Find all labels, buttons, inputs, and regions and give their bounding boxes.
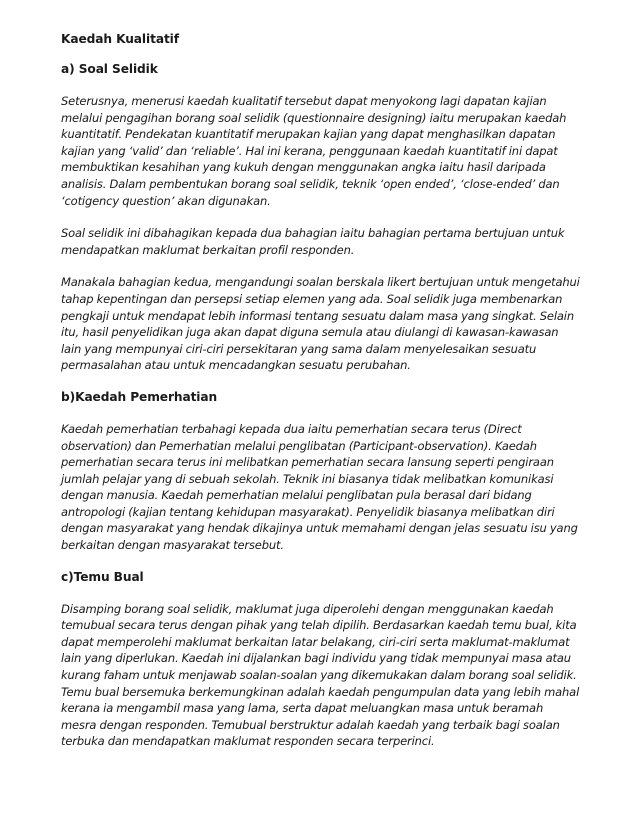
- paragraph: Seterusnya, menerusi kaedah kualitatif tersebut dapat menyokong lagi dapatan kajian melalui pengagihan borang soal selidik (questionnaire designing) iaitu merupakan kaedah kuantitatif. Pendekatan kuantitatif merupakan kajian yang dapat menghasilkan dapatan kajian yang ‘valid’ dan ‘reliable’. Hal ini kerana, penggunaan kaedah kuantitatif ini dapat membuktikan kesahihan yang kukuh dengan menggunakan angka iaitu hasil daripada analisis. Dalam pembentukan borang soal selidik, teknik ‘open ended’, ‘close-ended’ dan ‘cotigency question’ akan digunakan.: [61, 94, 567, 208]
- section-heading-temu-bual: c)Temu Bual: [61, 569, 144, 584]
- document-title: Kaedah Kualitatif: [61, 32, 179, 46]
- paragraph: Soal selidik ini dibahagikan kepada dua bahagian iaitu bahagian pertama bertujuan untuk mendapatkan maklumat berkaitan profil responden.: [61, 226, 565, 257]
- section-heading-kaedah-pemerhatian: b)Kaedah Pemerhatian: [61, 389, 218, 404]
- paragraph: Kaedah pemerhatian terbahagi kepada dua iaitu pemerhatian secara terus (Direct observation) dan Pemerhatian melalui penglibatan (Participant-observation). Kaedah pemerhatian secara terus ini melibatkan pemerhatian secara lansung seperti pengiraan jumlah pelajar yang di sebuah sekolah. Teknik ini biasanya tidak melibatkan komunikasi dengan manusia. Kaedah pemerhatian melalui penglibatan pula berasal dari bidang antropologi (kajian tentang kehidupan masyarakat). Penyelidik biasanya melibatkan diri dengan masyarakat yang hendak dikajinya untuk memahami dengan jelas sesuatu isu yang berkaitan dengan masyarakat tersebut.: [61, 421, 578, 553]
- paragraph: Manakala bahagian kedua, mengandungi soalan berskala likert bertujuan untuk mengetahui tahap kepentingan dan persepsi setiap elemen yang ada. Soal selidik juga membenarkan pengkaji untuk mendapat lebih informasi tentang sesuatu dalam masa yang singkat. Selain itu, hasil penyelidikan juga akan dapat diguna semula atau diulangi di kawasan-kawasan lain yang mempunyai ciri-ciri persekitaran yang sama dalam menyelesaikan sesuatu permasalahan atau untuk mencadangkan sesuatu perubahan.: [61, 275, 580, 373]
- section-heading-soal-selidik: a) Soal Selidik: [61, 62, 158, 76]
- paragraph: Disamping borang soal selidik, maklumat juga diperolehi dengan menggunakan kaedah temubual secara terus dengan pihak yang telah dipilih. Berdasarkan kaedah temu bual, kita dapat memperolehi maklumat berkaitan latar belakang, ciri-ciri serta maklumat-maklumat lain yang diperlukan. Kaedah ini dijalankan bagi individu yang tidak mempunyai masa atau kurang faham untuk menjawab soalan-soalan yang dikemukakan dalam borang soal selidik. Temu bual bersemuka berkemungkinan adalah kaedah pengumpulan data yang lebih mahal kerana ia mengambil masa yang lama, serta dapat meluangkan masa untuk beramah mesra dengan responden. Temubual berstruktur adalah kaedah yang terbaik bagi soalan terbuka dan mendapatkan maklumat responden secara terperinci.: [61, 601, 580, 749]
- document-page: [61, 31, 581, 750]
